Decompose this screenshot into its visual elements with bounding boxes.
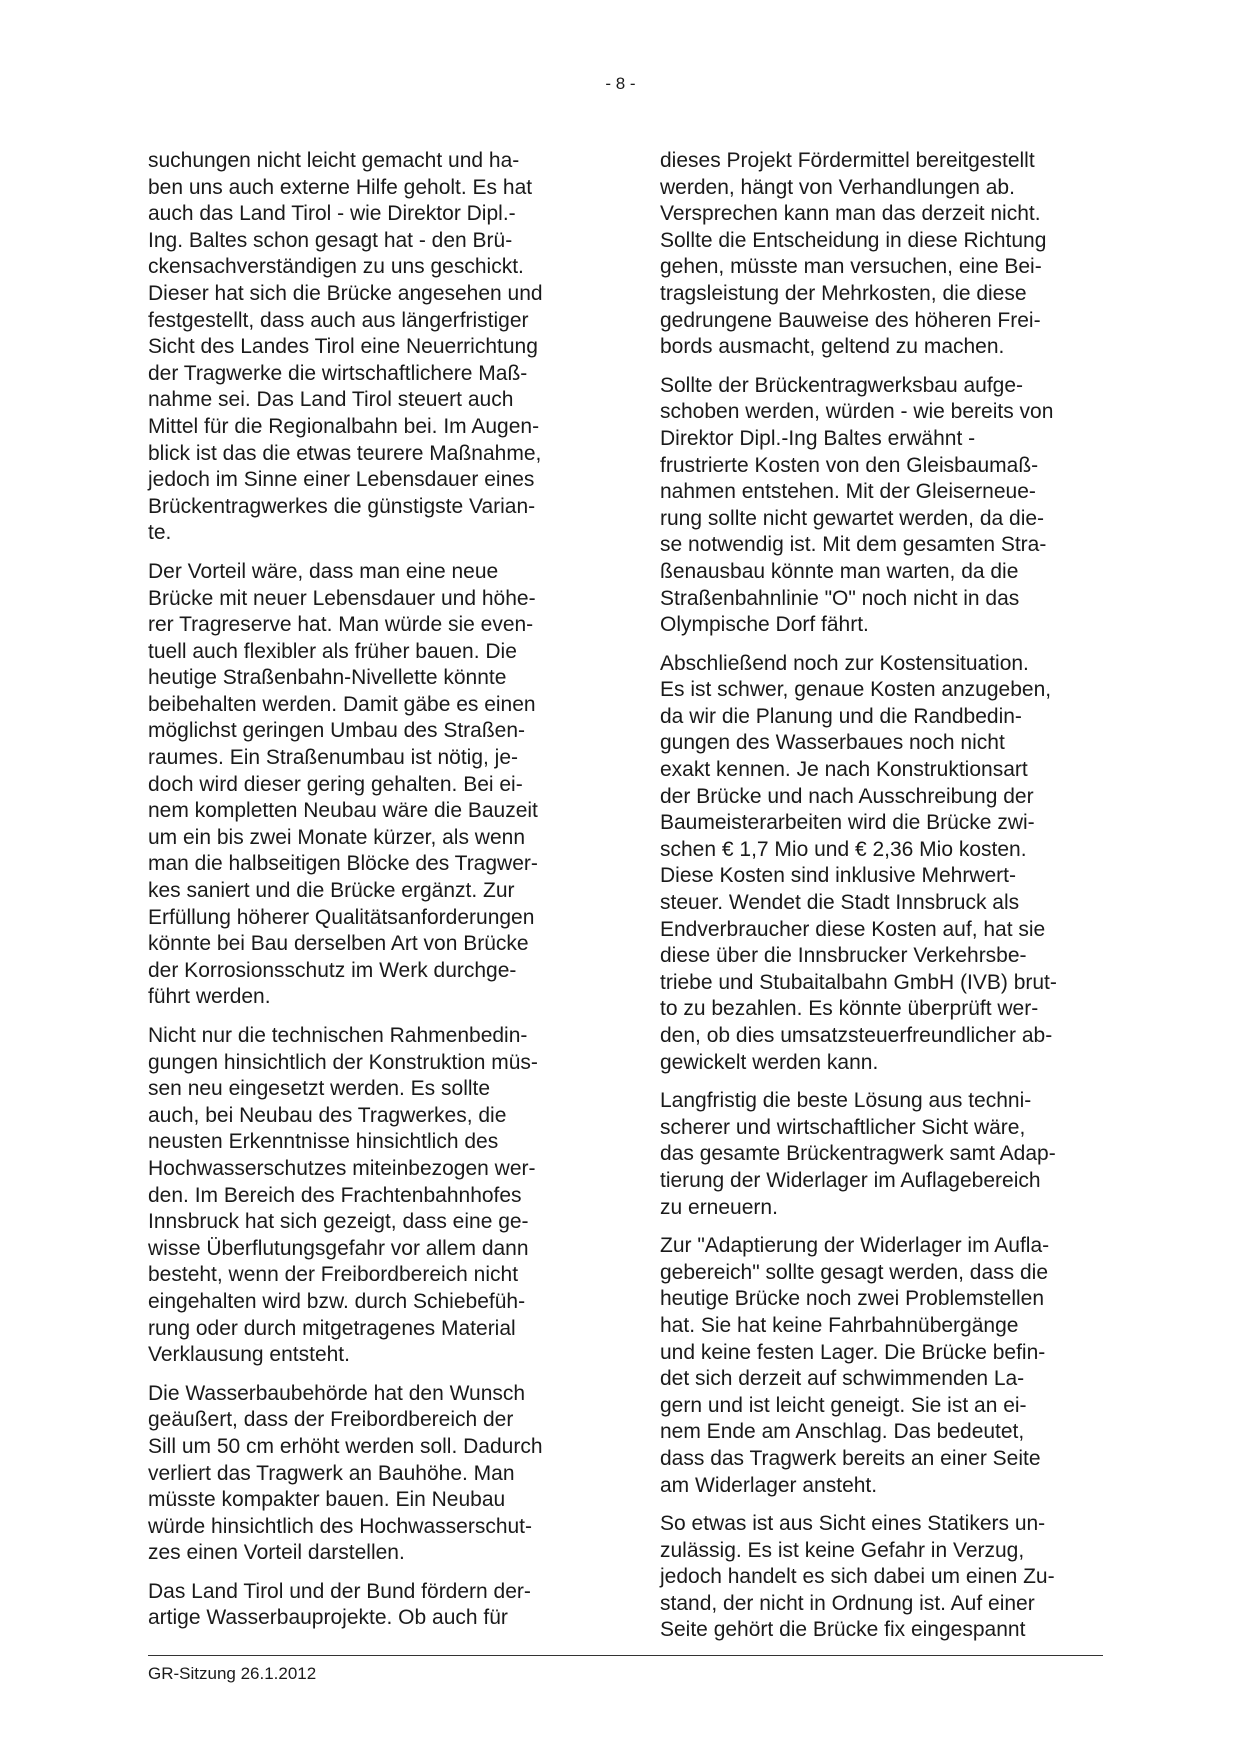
text-line: steuer. Wendet die Stadt Innsbruck als (660, 891, 1020, 915)
text-line: tuell auch flexibler als früher bauen. Die (148, 639, 517, 663)
text-line: stand, der nicht in Ordnung ist. Auf einer (660, 1591, 1035, 1615)
text-line: doch wird dieser gering gehalten. Bei ei- (148, 772, 523, 796)
text-line: gedrungene Bauweise des höheren Frei- (660, 308, 1041, 332)
text-line: Endverbraucher diese Kosten auf, hat sie (660, 917, 1046, 941)
text-line: auch, bei Neubau des Tragwerkes, die (148, 1103, 507, 1127)
text-line: So etwas ist aus Sicht eines Statikers un- (660, 1512, 1046, 1536)
text-line: dieses Projekt Fördermittel bereitgestellt (660, 149, 1035, 172)
text-line: der Tragwerke die wirtschaftlichere Maß- (148, 361, 528, 385)
text-line: besteht, wenn der Freibordbereich nicht (148, 1263, 519, 1287)
paragraph (148, 1023, 588, 1369)
left-column (148, 148, 588, 1644)
text-line: heutige Straßenbahn-Nivellette könnte (148, 666, 507, 690)
text-line: rung oder durch mitgetragenes Material (148, 1316, 516, 1340)
text-line: artige Wasserbauprojekte. Ob auch für (148, 1606, 508, 1630)
text-line: Seite gehört die Brücke fix eingespannt (660, 1618, 1026, 1642)
text-line: Ing. Baltes schon gesagt hat - den Brü- (148, 228, 513, 252)
text-line: nem Ende am Anschlag. Das bedeutet, (660, 1420, 1025, 1444)
text-line: rung sollte nicht gewartet werden, da die- (660, 506, 1045, 530)
text-line: zulässig. Es ist keine Gefahr in Verzug, (660, 1538, 1025, 1562)
text-line: den, ob dies umsatzsteuerfreundlicher ab- (660, 1024, 1053, 1047)
text-line: rer Tragreserve hat. Man würde sie even- (148, 613, 534, 637)
text-line: geäußert, dass der Freibordbereich der (148, 1408, 514, 1432)
paragraph (660, 373, 1100, 639)
text-line: Es ist schwer, genaue Kosten anzugeben, (660, 678, 1052, 702)
text-line: nahmen entstehen. Mit der Gleiserneue- (660, 480, 1036, 504)
text-line: scherer und wirtschaftlicher Sicht wäre, (660, 1115, 1026, 1139)
text-line: Mittel für die Regionalbahn bei. Im Augen- (148, 414, 540, 438)
paragraph (660, 1511, 1100, 1644)
text-line: diese über die Innsbrucker Verkehrsbe- (660, 944, 1027, 968)
text-line: hat. Sie hat keine Fahrbahnübergänge (660, 1313, 1019, 1337)
text-line: nahme sei. Das Land Tirol steuert auch (148, 388, 514, 412)
text-line: Abschließend noch zur Kostensituation. (660, 651, 1029, 675)
text-line: das gesamte Brückentragwerk samt Adap- (660, 1142, 1056, 1166)
text-line: Zur "Adaptierung der Widerlager im Aufla- (660, 1234, 1050, 1258)
text-line: raumes. Ein Straßenumbau ist nötig, je- (148, 746, 519, 770)
text-line: um ein bis zwei Monate kürzer, als wenn (148, 825, 526, 849)
text-line: tragsleistung der Mehrkosten, die diese (660, 281, 1027, 305)
text-line: führt werden. (148, 985, 271, 1009)
text-line: könnte bei Bau derselben Art von Brücke (148, 932, 529, 956)
text-line: heutige Brücke noch zwei Problemstellen (660, 1287, 1045, 1311)
paragraph (660, 148, 1100, 361)
text-line: to zu bezahlen. Es könnte überprüft wer- (660, 997, 1039, 1021)
text-line: müsste kompakter bauen. Ein Neubau (148, 1488, 506, 1512)
right-column (660, 148, 1100, 1656)
text-line: neusten Erkenntnisse hinsichtlich des (148, 1130, 499, 1154)
text-line: gern und ist leicht geneigt. Sie ist an ei- (660, 1393, 1027, 1417)
text-line: Langfristig die beste Lösung aus techni- (660, 1089, 1032, 1113)
text-line: gewickelt werden kann. (660, 1050, 879, 1074)
text-line: der Korrosionsschutz im Werk durchge- (148, 958, 517, 982)
text-line: sen neu eingesetzt werden. Es sollte (148, 1077, 491, 1101)
text-line: Diese Kosten sind inklusive Mehrwert- (660, 864, 1016, 888)
text-line: möglichst geringen Umbau des Straßen- (148, 719, 526, 743)
text-line: beibehalten werden. Damit gäbe es einen (148, 692, 536, 716)
text-line: Dieser hat sich die Brücke angesehen und (148, 281, 543, 305)
text-line: Verklausung entsteht. (148, 1343, 350, 1367)
text-line: ckensachverständigen zu uns geschickt. (148, 255, 524, 279)
text-line: Sollte der Brückentragwerksbau aufge- (660, 373, 1024, 397)
paragraph (660, 1233, 1100, 1499)
text-line: Innsbruck hat sich gezeigt, dass eine ge- (148, 1210, 529, 1234)
text-line: am Widerlager ansteht. (660, 1473, 878, 1497)
text-line: ßenausbau könnte man warten, da die (660, 559, 1019, 583)
paragraph (660, 1088, 1100, 1221)
text-line: jedoch im Sinne einer Lebensdauer eines (148, 468, 535, 492)
text-line: frustrierte Kosten von den Gleisbaumaß- (660, 453, 1039, 477)
text-line: werden, hängt von Verhandlungen ab. (660, 175, 1015, 199)
text-line: Sollte die Entscheidung in diese Richtung (660, 228, 1047, 252)
text-line: den. Im Bereich des Frachtenbahnhofes (148, 1183, 522, 1207)
text-line: Olympische Dorf fährt. (660, 613, 869, 637)
text-line: schen € 1,7 Mio und € 2,36 Mio kosten. (660, 837, 1027, 861)
text-line: Direktor Dipl.-Ing Baltes erwähnt - (660, 426, 976, 450)
text-line: blick ist das die etwas teurere Maßnahme, (148, 441, 542, 465)
text-line: würde hinsichtlich des Hochwasserschut- (148, 1514, 532, 1538)
text-line: Versprechen kann man das derzeit nicht. (660, 202, 1041, 226)
text-line: Die Wasserbaubehörde hat den Wunsch (148, 1381, 526, 1405)
text-line: Nicht nur die technischen Rahmenbedin- (148, 1024, 528, 1047)
text-line: exakt kennen. Je nach Konstruktionsart (660, 758, 1028, 782)
text-line: dass das Tragwerk bereits an einer Seite (660, 1446, 1041, 1470)
paragraph (148, 1579, 588, 1632)
text-line: te. (148, 521, 172, 545)
text-line: se notwendig ist. Mit dem gesamten Stra- (660, 533, 1047, 557)
text-line: gungen des Wasserbaues noch nicht (660, 731, 1005, 755)
text-line: det sich derzeit auf schwimmenden La- (660, 1367, 1025, 1391)
footer-divider (148, 1655, 1103, 1656)
text-line: Baumeisterarbeiten wird die Brücke zwi- (660, 811, 1035, 835)
text-line: gehen, müsste man versuchen, eine Bei- (660, 255, 1042, 279)
paragraph (660, 651, 1100, 1077)
text-line: tierung der Widerlager im Auflagebereich (660, 1168, 1041, 1192)
text-line: kes saniert und die Brücke ergänzt. Zur (148, 879, 515, 903)
text-line: Brückentragwerkes die günstigste Varian- (148, 494, 536, 518)
text-line: und keine festen Lager. Die Brücke befin- (660, 1340, 1046, 1364)
text-line: verliert das Tragwerk an Bauhöhe. Man (148, 1461, 515, 1485)
text-line: Erfüllung höherer Qualitätsanforderungen (148, 905, 535, 929)
text-line: festgestellt, dass auch aus längerfristiger (148, 308, 529, 332)
text-line: gungen hinsichtlich der Konstruktion müs- (148, 1050, 538, 1074)
text-line: zes einen Vorteil darstellen. (148, 1541, 405, 1565)
text-line: gebereich" sollte gesagt werden, dass die (660, 1260, 1049, 1284)
text-line: da wir die Planung und die Randbedin- (660, 704, 1022, 728)
text-line: wisse Überflutungsgefahr vor allem dann (148, 1236, 529, 1260)
text-line: Sill um 50 cm erhöht werden soll. Dadurch (148, 1434, 543, 1458)
text-line: Brücke mit neuer Lebensdauer und höhe- (148, 586, 536, 610)
text-line: Der Vorteil wäre, dass man eine neue (148, 559, 499, 583)
text-line: Sicht des Landes Tirol eine Neuerrichtung (148, 335, 538, 359)
paragraph (148, 559, 588, 1011)
text-line: Straßenbahnlinie "O" noch nicht in das (660, 586, 1020, 610)
text-line: auch das Land Tirol - wie Direktor Dipl.- (148, 202, 516, 226)
text-line: jedoch handelt es sich dabei um einen Zu- (660, 1565, 1055, 1589)
text-line: der Brücke und nach Ausschreibung der (660, 784, 1034, 808)
text-line: suchungen nicht leicht gemacht und ha- (148, 149, 520, 172)
text-line: zu erneuern. (660, 1195, 778, 1219)
text-line: ben uns auch externe Hilfe geholt. Es hat (148, 175, 533, 199)
text-line: Hochwasserschutzes miteinbezogen wer- (148, 1156, 536, 1180)
paragraph (148, 148, 588, 547)
text-line: schoben werden, würden - wie bereits von (660, 400, 1054, 424)
text-line: eingehalten wird bzw. durch Schiebefüh- (148, 1289, 526, 1313)
paragraph (148, 1381, 588, 1567)
page-number: - 8 - (605, 74, 636, 93)
text-line: triebe und Stubaitalbahn GmbH (IVB) brut- (660, 970, 1057, 994)
text-line: bords ausmacht, geltend zu machen. (660, 335, 1005, 359)
text-line: man die halbseitigen Blöcke des Tragwer- (148, 852, 538, 876)
text-line: Das Land Tirol und der Bund fördern der- (148, 1579, 531, 1603)
footer-session-date: GR-Sitzung 26.1.2012 (148, 1664, 317, 1683)
text-line: nem kompletten Neubau wäre die Bauzeit (148, 799, 538, 823)
